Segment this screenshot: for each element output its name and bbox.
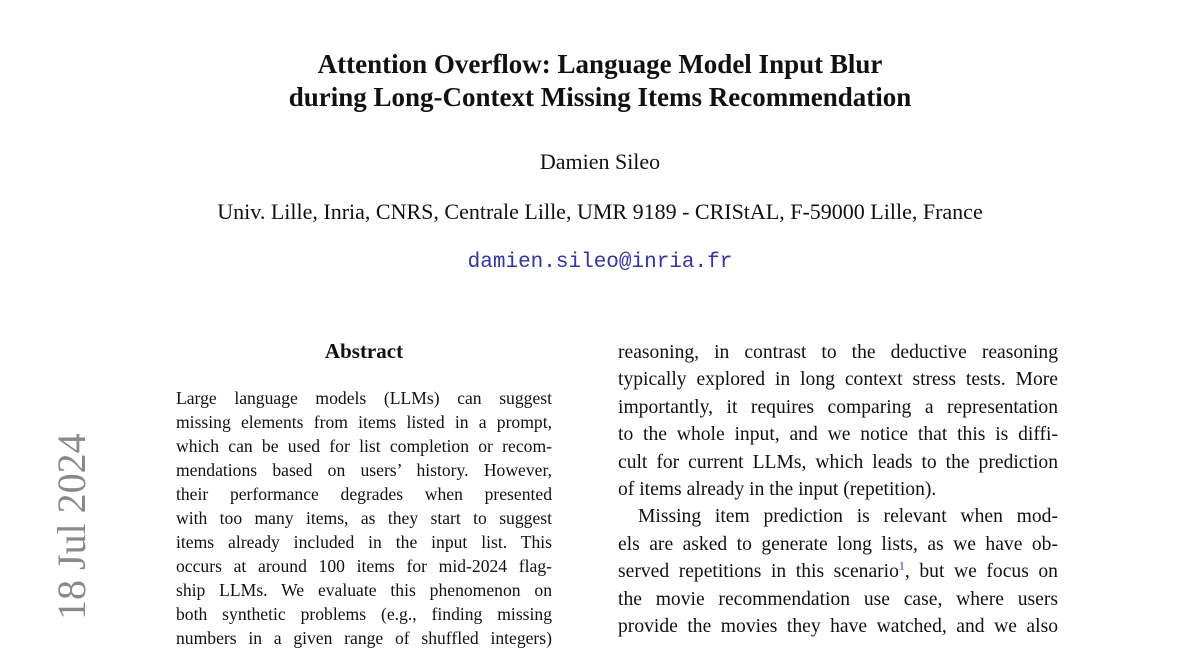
author-email[interactable]: damien.sileo@inria.fr [467, 251, 733, 274]
footnote-marker[interactable]: 1 [898, 558, 905, 573]
abstract-line: Large language models (LLMs) can suggest [176, 388, 552, 408]
body-line: Missing item prediction is relevant when mod- [638, 506, 1058, 528]
author-name: Damien Sileo [539, 149, 661, 174]
body-line-with-footnote [618, 558, 1058, 585]
body-line: provide the movies they have watched, and we also [618, 615, 1058, 637]
body-text-right-column [618, 339, 1058, 640]
body-line: to the whole input, and we notice that this is diffi- [618, 424, 1058, 446]
paper-title [0, 48, 1200, 114]
body-line: cult for current LLMs, which leads to the prediction [618, 451, 1058, 473]
body-line: importantly, it requires comparing a representation [618, 396, 1058, 418]
arxiv-date-text: 18 Jul 2024 [49, 433, 94, 620]
body-line-suffix: , but we focus on [904, 561, 1058, 583]
abstract-line: missing elements from items listed in a prompt, [176, 412, 552, 432]
abstract-line: which can be used for list completion or recom- [176, 436, 552, 456]
abstract-line: occurs at around 100 items for mid-2024 flag- [176, 556, 552, 576]
body-line: the movie recommendation use case, where users [618, 588, 1058, 610]
arxiv-date-stamp [22, 420, 94, 640]
abstract-line: with too many items, as they start to suggest [176, 508, 552, 528]
body-line: els are asked to generate long lists, as we have ob- [618, 533, 1058, 555]
body-line: reasoning, in contrast to the deductive reasoning [618, 342, 1058, 363]
body-line: typically explored in long context stress tests. More [618, 369, 1058, 391]
title-line-1: Attention Overflow: Language Model Input Blur [317, 49, 883, 79]
abstract-line: mendations based on users’ history. However, [176, 460, 552, 480]
abstract-line: their performance degrades when presented [176, 484, 552, 504]
abstract-line: both synthetic problems (e.g., finding missing [176, 604, 552, 624]
author-affiliation: Univ. Lille, Inria, CNRS, Centrale Lille, UMR 9189 - CRIStAL, F-59000 Lille, France [217, 199, 983, 224]
title-line-2: during Long-Context Missing Items Recommendation [288, 82, 912, 112]
body-line: of items already in the input (repetition). [618, 478, 937, 500]
abstract-line: ship LLMs. We evaluate this phenomenon on [176, 580, 552, 600]
abstract-line: items already included in the input list. This [176, 532, 552, 552]
abstract-line: numbers in a given range of shuffled integers) [176, 628, 552, 648]
abstract-heading: Abstract [324, 339, 404, 363]
abstract-text [176, 386, 552, 650]
body-line-text: served repetitions in this scenario [618, 561, 899, 583]
